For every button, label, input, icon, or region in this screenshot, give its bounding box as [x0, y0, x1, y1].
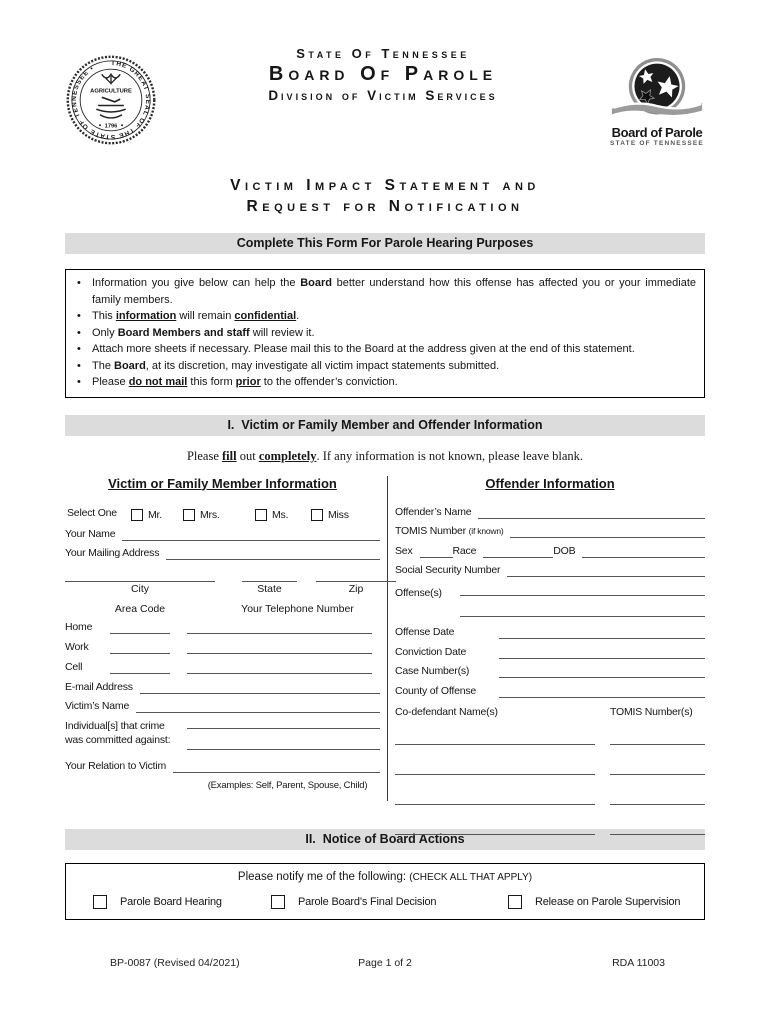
section2-banner: II. Notice of Board Actions [65, 829, 705, 850]
city-state-zip-labels [65, 583, 380, 595]
zip-label: Zip [348, 582, 364, 595]
case-numbers-label: Case Number(s) [395, 665, 470, 677]
offense-date-row [395, 626, 705, 639]
relation-examples-caption: (Examples: Self, Parent, Spouse, Child) [207, 779, 368, 791]
work-label: Work [65, 640, 89, 653]
codefendant-row [395, 793, 705, 805]
sex-label: Sex [395, 544, 413, 557]
header-state-line: State Of Tennessee [296, 46, 470, 61]
codefendant-name-line[interactable] [395, 793, 595, 805]
offender-column-heading: Offender Information [485, 475, 615, 491]
codefendant-tomis-line[interactable] [610, 793, 705, 805]
individuals-row [65, 719, 380, 750]
mr-checkbox[interactable] [131, 509, 143, 521]
notify-box [65, 863, 705, 920]
ssn-label: Social Security Number [395, 564, 501, 576]
header-title-block [157, 42, 609, 103]
release-supervision-checkbox[interactable] [508, 895, 522, 909]
cell-area-code-line[interactable] [110, 662, 170, 674]
notify-options-row [66, 892, 704, 909]
individuals-line-1[interactable] [187, 719, 380, 729]
section1-banner: I. Victim or Family Member and Offender Information [65, 415, 705, 436]
offender-name-row [395, 506, 705, 519]
home-phone-row [65, 621, 380, 634]
cell-number-line[interactable] [187, 662, 372, 674]
mr-label: Mr. [148, 508, 162, 521]
phone-header-row [65, 603, 380, 615]
case-numbers-row [395, 665, 705, 678]
victims-name-label: Victim’s Name [65, 699, 130, 712]
seal-ring-text: THE GREAT SEAL OF THE STATE OF TENNESSEE • [70, 59, 152, 141]
email-label: E-mail Address [65, 680, 133, 693]
miss-checkbox[interactable] [311, 509, 323, 521]
county-row [395, 685, 705, 698]
page-header [65, 42, 705, 151]
codefendant-label: Co-defendant Name(s) [395, 705, 498, 718]
victim-column [65, 476, 380, 797]
main-title [65, 175, 705, 217]
offense-date-line[interactable] [499, 627, 705, 639]
info-box [65, 269, 705, 398]
info-bullet: • Attach more sheets if necessary. Please mail this to the Board at the address given at the end of this statement. [70, 341, 696, 358]
miss-label: Miss [328, 508, 349, 521]
tomis-note: (if known) [468, 526, 504, 536]
info-bullet: • Please do not mail this form prior to the offender’s conviction. [70, 374, 696, 391]
release-supervision-label: Release on Parole Supervision [535, 895, 681, 908]
codefendant-tomis-line[interactable] [610, 733, 705, 745]
race-line[interactable] [483, 546, 553, 558]
parole-board-hearing-checkbox[interactable] [93, 895, 107, 909]
county-line[interactable] [499, 686, 705, 698]
city-line[interactable] [65, 570, 215, 582]
offense-date-label: Offense Date [395, 626, 455, 638]
board-of-parole-logo [609, 56, 705, 147]
work-area-code-line[interactable] [110, 642, 170, 654]
county-label: County of Offense [395, 684, 477, 697]
seal-agriculture-text: AGRICULTURE [90, 88, 132, 95]
victims-name-line[interactable] [136, 701, 380, 713]
info-bullet: • Only Board Members and staff will review it. [70, 325, 696, 342]
codefendant-name-line[interactable] [395, 763, 595, 775]
logo-subtitle-text: STATE OF TENNESSEE [610, 140, 704, 147]
tomis-row [395, 525, 705, 538]
relation-row [65, 760, 380, 773]
race-label: Race [452, 544, 477, 557]
cell-phone-row [65, 661, 380, 674]
relation-examples-row [65, 778, 380, 791]
rda-number: RDA 11003 [612, 957, 665, 969]
codefendant-name-line[interactable] [395, 823, 595, 835]
tomis-line[interactable] [510, 526, 705, 538]
logo-title-text: Board of Parole [611, 125, 703, 140]
codefendant-row [395, 763, 705, 775]
city-label: City [130, 582, 150, 595]
tomis-label: TOMIS Number (if known) [395, 525, 504, 537]
offenses-label: Offense(s) [395, 587, 442, 599]
mailing-address-label: Your Mailing Address [65, 546, 160, 559]
home-number-line[interactable] [187, 622, 372, 634]
tennessee-state-seal-icon [65, 54, 157, 151]
conviction-date-row [395, 646, 705, 659]
parole-board-hearing-label: Parole Board Hearing [120, 895, 222, 908]
relation-line[interactable] [173, 761, 380, 773]
city-state-zip-lines [65, 570, 380, 582]
codefendant-tomis-line[interactable] [610, 823, 705, 835]
victims-name-row [65, 700, 380, 713]
offender-name-label: Offender’s Name [395, 505, 472, 518]
mailing-address-line[interactable] [166, 548, 380, 560]
area-code-label: Area Code [114, 602, 166, 615]
seal-year-text: 1796 [104, 123, 118, 130]
sex-race-dob-row [395, 545, 705, 558]
notify-instruction: Please notify me of the following: (CHECK ALL THAT APPLY) [237, 870, 533, 883]
state-label: State [257, 582, 282, 595]
fill-instruction: Please fill out completely. If any information is not known, please leave blank. [186, 448, 584, 463]
work-number-line[interactable] [187, 642, 372, 654]
home-area-code-line[interactable] [110, 622, 170, 634]
ms-label: Ms. [272, 508, 289, 521]
zip-line[interactable] [316, 570, 396, 582]
header-board-line: Board Of Parole [268, 63, 498, 85]
codefendant-header-row [395, 706, 705, 719]
mrs-label: Mrs. [200, 508, 220, 521]
page-number: Page 1 of 2 [358, 957, 412, 969]
codefendant-tomis-label: TOMIS Number(s) [610, 705, 693, 718]
offenses-line-2[interactable] [460, 596, 705, 617]
your-name-label: Your Name [65, 527, 116, 540]
ssn-row [395, 564, 705, 577]
final-decision-label: Parole Board’s Final Decision [298, 895, 437, 908]
your-name-row [65, 528, 380, 541]
conviction-date-label: Conviction Date [395, 645, 467, 658]
work-phone-row [65, 641, 380, 654]
state-line[interactable] [242, 570, 297, 582]
header-division-line: Division of Victim Services [268, 88, 498, 103]
column-divider [387, 476, 388, 801]
telephone-label: Your Telephone Number [241, 602, 354, 615]
mailing-address-row [65, 547, 380, 560]
email-line[interactable] [140, 682, 380, 694]
codefendant-tomis-line[interactable] [610, 763, 705, 775]
email-row [65, 681, 380, 694]
codefendant-row [395, 823, 705, 835]
mrs-checkbox[interactable] [183, 509, 195, 521]
salutation-row [65, 506, 380, 521]
page-footer [65, 957, 705, 969]
conviction-date-line[interactable] [499, 647, 705, 659]
individuals-line-2[interactable] [187, 729, 380, 750]
case-numbers-line[interactable] [499, 666, 705, 678]
form-number: BP-0087 (Revised 04/2021) [110, 957, 240, 969]
offender-name-line[interactable] [478, 507, 705, 519]
ms-checkbox[interactable] [255, 509, 267, 521]
dob-line[interactable] [582, 546, 705, 558]
cell-label: Cell [65, 660, 83, 673]
dob-label: DOB [553, 544, 576, 557]
ssn-line[interactable] [507, 565, 705, 577]
info-bullet: • This information will remain confidential. [70, 308, 696, 325]
info-bullet: • The Board, at its discretion, may investigate all victim impact statements submitted. [70, 358, 696, 375]
victim-column-heading: Victim or Family Member Information [108, 475, 337, 491]
purpose-banner: Complete This Form For Parole Hearing Purposes [65, 233, 705, 254]
main-title-line1: Victim Impact Statement and [230, 177, 540, 194]
info-bullet: • Information you give below can help the Board better understand how this offense has affected you or your immediate family members. [70, 275, 696, 308]
relation-label: Your Relation to Victim [65, 759, 167, 772]
offenses-row [395, 586, 705, 617]
offenses-line-1[interactable] [460, 586, 705, 596]
section1-columns [65, 476, 705, 803]
individuals-label: Individual[s] that crime was committed against: [65, 719, 171, 746]
sex-line[interactable] [420, 546, 453, 558]
check-all-note: (CHECK ALL THAT APPLY) [409, 871, 533, 883]
codefendant-row [395, 733, 705, 745]
offender-column [395, 476, 705, 853]
home-label: Home [65, 620, 93, 633]
board-of-parole-emblem-icon [610, 56, 704, 124]
main-title-line2: Request for Notification [246, 198, 524, 215]
select-one-label: Select One [67, 506, 117, 519]
final-decision-checkbox[interactable] [271, 895, 285, 909]
codefendant-name-line[interactable] [395, 733, 595, 745]
your-name-line[interactable] [122, 529, 380, 541]
